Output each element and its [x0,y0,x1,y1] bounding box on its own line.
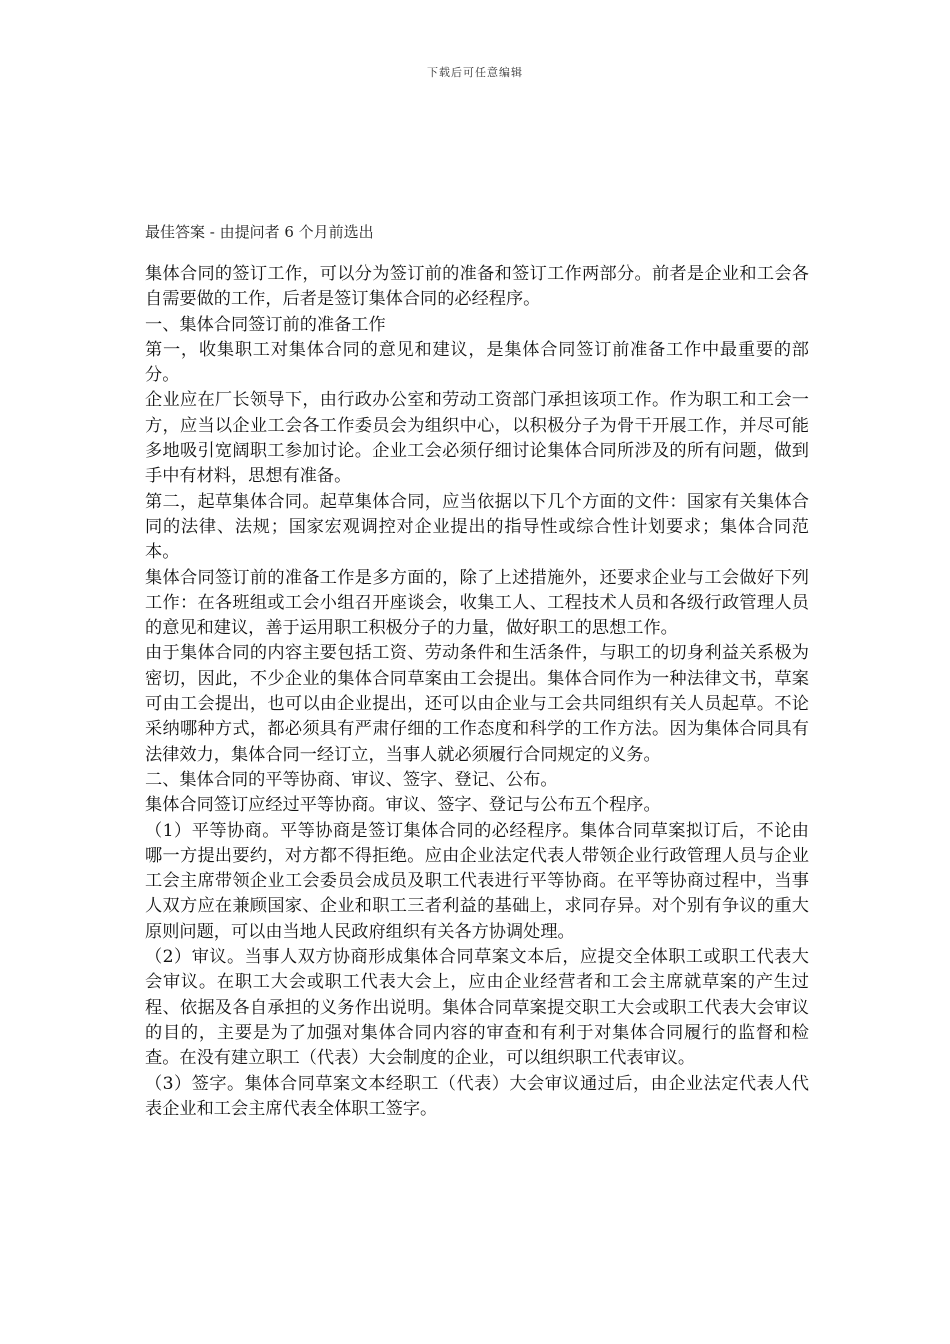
paragraph-first-step: 第一，收集职工对集体合同的意见和建议，是集体合同签订前准备工作中最重要的部分。 [145,339,809,386]
paragraph-signing: （3）签字。集体合同草案文本经职工（代表）大会审议通过后，由企业法定代表人代表企业和工会主席代表全体职工签字。 [145,1073,809,1119]
section-heading-procedures: 二、集体合同的平等协商、审议、签字、登记、公布。 [145,769,558,790]
best-answer-meta: 最佳答案 - 由提问者 6 个月前选出 [145,223,374,241]
paragraph-negotiation: （1）平等协商。平等协商是签订集体合同的必经程序。集体合同草案拟订后，不论由哪一方提出要约，对方都不得拒绝。应由企业法定代表人带领企业行政管理人员与企业工会主席带领企业工会委员会成员及职工代表进行平等协商。在平等协商过程中，当事人双方应在兼顾国家、企业和职工三者利益的基础上，求同存异。对个别有争议的重大原则问题，可以由当地人民政府组织有关各方协调处理。 [145,820,809,942]
paragraph-second-step: 第二，起草集体合同。起草集体合同，应当依据以下几个方面的文件：国家有关集体合同的法律、法规；国家宏观调控对企业提出的指导性或综合性计划要求；集体合同范本。 [145,491,809,563]
answer-body [145,262,809,1122]
section-heading-preparation: 一、集体合同签订前的准备工作 [145,314,386,335]
paragraph-review: （2）审议。当事人双方协商形成集体合同草案文本后，应提交全体职工或职工代表大会审议。在职工大会或职工代表大会上，应由企业经营者和工会主席就草案的产生过程、依据及各自承担的义务作出说明。集体合同草案提交职工大会或职工代表大会审议的目的，主要是为了加强对集体合同内容的审查和有利于对集体合同履行的监督和检查。在没有建立职工（代表）大会制度的企业，可以组织职工代表审议。 [145,947,809,1069]
paragraph-five-procedures: 集体合同签订应经过平等协商。审议、签字、登记与公布五个程序。 [145,795,661,816]
paragraph-enterprise-role: 企业应在厂长领导下，由行政办公室和劳动工资部门承担该项工作。作为职工和工会一方，应当以企业工会各工作委员会为组织中心，以积极分子为骨干开展工作，并尽可能多地吸引宽阔职工参加讨论。企业工会必须仔细讨论集体合同所涉及的所有问题，做到手中有材料，思想有准备。 [145,390,809,487]
paragraph-other-preparations: 集体合同签订前的准备工作是多方面的，除了上述措施外，还要求企业与工会做好下列工作：在各班组或工会小组召开座谈会，收集工人、工程技术人员和各级行政管理人员的意见和建议，善于运用职工积极分子的力量，做好职工的思想工作。 [145,567,809,639]
paragraph-intro: 集体合同的签订工作，可以分为签订前的准备和签订工作两部分。前者是企业和工会各自需要做的工作，后者是签订集体合同的必经程序。 [145,264,809,310]
paragraph-draft-content: 由于集体合同的内容主要包括工资、劳动条件和生活条件，与职工的切身利益关系极为密切，因此，不少企业的集体合同草案由工会提出。集体合同作为一种法律文书，草案可由工会提出，也可以由企业提出，还可以由企业与工会共同组织有关人员起草。不论采纳哪种方式，都必须具有严肃仔细的工作态度和科学的工作方法。因为集体合同具有法律效力，集体合同一经订立，当事人就必须履行合同规定的义务。 [145,643,809,765]
page-header-note: 下载后可任意编辑 [427,66,523,79]
